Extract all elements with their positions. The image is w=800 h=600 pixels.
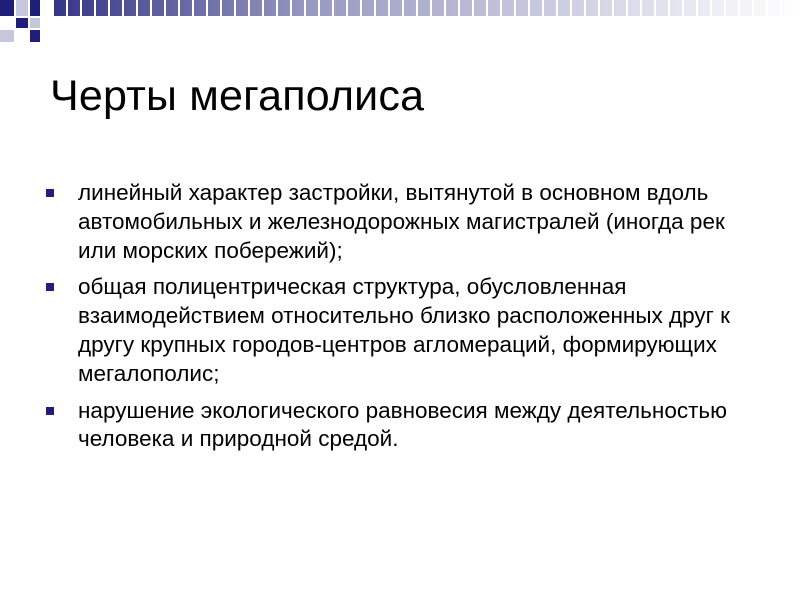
bullet-text: общая полицентрическая структура, обусловленная взаимодействием относительно близко расположенных друг к другу крупных городов-центров агломераций, формирующих мегалополис;	[78, 274, 730, 386]
decorative-square	[30, 18, 40, 28]
header-decoration	[0, 0, 800, 45]
square-bullet-icon	[46, 189, 54, 197]
decorative-square	[0, 0, 14, 16]
decorative-square	[30, 0, 40, 16]
bullet-text: нарушение экологического равновесия между деятельностью человека и природной средой.	[78, 397, 727, 452]
bullet-list	[45, 179, 765, 462]
bullet-item	[45, 397, 765, 455]
decorative-square	[30, 30, 40, 42]
decorative-square	[16, 0, 28, 16]
bullet-item	[45, 179, 765, 265]
decorative-square	[16, 18, 28, 28]
slide-title: Черты мегаполиса	[50, 72, 425, 120]
bullet-text: линейный характер застройки, вытянутой в основном вдоль автомобильных и железнодорожных магистралей (иногда рек или морских побережий);	[78, 180, 725, 263]
square-bullet-icon	[46, 283, 54, 291]
square-bullet-icon	[46, 407, 54, 415]
decorative-square	[0, 30, 14, 42]
bullet-item	[45, 273, 765, 388]
